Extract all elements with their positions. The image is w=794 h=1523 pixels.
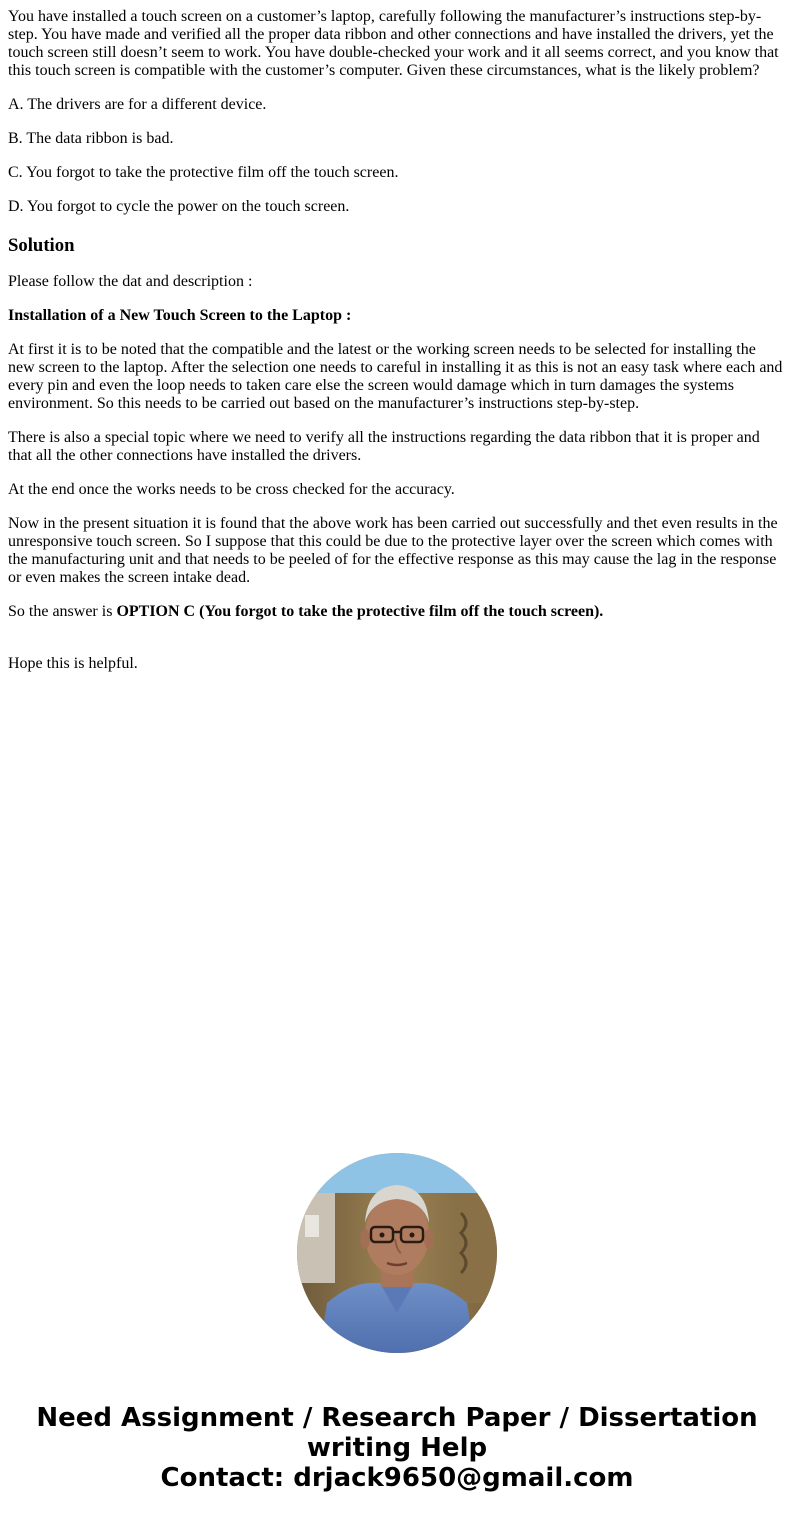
solution-heading: Solution xyxy=(8,235,75,256)
question-text: You have installed a touch screen on a customer’s laptop, carefully following the manufacturer’s instructions step-by-step. You have made and verified all the proper data ribbon and other connections and have installed the drivers, yet the touch screen still doesn’t seem to work. You have double-checked your work and it all seems correct, and you know that this touch screen is compatible with the customer’s computer. Given these circumstances, what is the likely problem? xyxy=(8,8,779,79)
option-d: D. You forgot to cycle the power on the touch screen. xyxy=(8,198,350,215)
document-body xyxy=(8,8,786,689)
solution-paragraph-3: At the end once the works needs to be cross checked for the accuracy. xyxy=(8,481,455,498)
answer-line xyxy=(8,603,786,621)
solution-subheading-text: Installation of a New Touch Screen to the Laptop : xyxy=(8,307,352,324)
promo-contact: Contact: drjack9650@gmail.com xyxy=(160,1463,634,1493)
closing-text: Hope this is helpful. xyxy=(8,655,138,672)
spacer xyxy=(8,637,786,655)
option-b: B. The data ribbon is bad. xyxy=(8,130,174,147)
promo-line-2: writing Help xyxy=(306,1433,488,1463)
promo-banner xyxy=(0,1403,794,1493)
solution-paragraph-1: At first it is to be noted that the compatible and the latest or the working screen needs to be selected for installing the new screen to the laptop. After the selection one needs to careful in installing it as this is not an easy task where each and every pin and even the loop needs to taken care else the screen would damage which in turn damages the systems environment. So this needs to be carried out based on the manufacturer’s instructions step-by-step. xyxy=(8,341,783,412)
answer-prefix: So the answer is xyxy=(8,603,117,620)
author-avatar xyxy=(297,1153,497,1353)
solution-paragraph-2: There is also a special topic where we need to verify all the instructions regarding the data ribbon that it is proper and that all the other connections have installed the drivers. xyxy=(8,429,760,464)
option-a: A. The drivers are for a different device. xyxy=(8,96,267,113)
solution-subheading xyxy=(8,307,786,325)
author-portrait-image xyxy=(297,1153,497,1353)
promo-line-1: Need Assignment / Research Paper / Dissertation xyxy=(36,1403,758,1433)
answer-option: OPTION C (You forgot to take the protective film off the touch screen). xyxy=(116,603,604,620)
option-c: C. You forgot to take the protective film off the touch screen. xyxy=(8,164,399,181)
solution-paragraph-4: Now in the present situation it is found that the above work has been carried out successfully and thet even results in the unresponsive touch screen. So I suppose that this could be due to the protective layer over the screen which comes with the manufacturing unit and that needs to be peeled of for the effective response as this may cause the lag in the response or even makes the screen intake dead. xyxy=(8,515,778,586)
solution-intro: Please follow the dat and description : xyxy=(8,273,253,290)
